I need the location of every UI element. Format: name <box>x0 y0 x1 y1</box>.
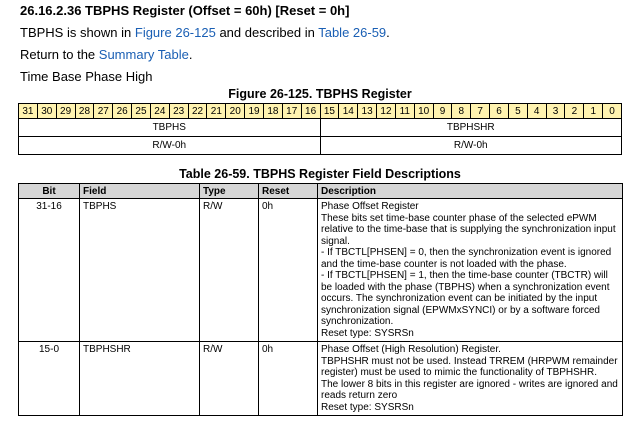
row-type: R/W <box>200 342 259 416</box>
figure-link[interactable]: Figure 26-125 <box>134 25 216 40</box>
table-title: Table 26-59. TBPHS Register Field Descriptions <box>179 167 461 181</box>
return-pre: Return to the <box>20 47 99 62</box>
row-description <box>318 199 623 342</box>
bit-cell: 14 <box>339 104 358 119</box>
bit-cell: 2 <box>565 104 584 119</box>
description-line: These bits set time-base counter phase of the selected ePWM relative to the time-base that is supplying the synchronization input signal. <box>321 212 616 247</box>
bit-cell: 11 <box>395 104 414 119</box>
bit-cell: 3 <box>546 104 565 119</box>
bit-cell: 17 <box>282 104 301 119</box>
description-line: Phase Offset (High Resolution) Register. <box>321 344 501 355</box>
row-reset: 0h <box>259 199 318 342</box>
header-description: Description <box>318 184 623 199</box>
table-header-row <box>19 184 623 199</box>
intro-mid: and described in <box>215 25 319 40</box>
bit-cell: 8 <box>452 104 471 119</box>
field-name-row <box>19 119 622 137</box>
bit-cell: 27 <box>94 104 113 119</box>
bit-cell: 0 <box>603 104 622 119</box>
bit-cell: 7 <box>471 104 490 119</box>
row-bit: 31-16 <box>19 199 80 342</box>
bit-cell: 6 <box>490 104 509 119</box>
bit-cell: 10 <box>414 104 433 119</box>
bit-cell: 22 <box>188 104 207 119</box>
bit-cell: 1 <box>584 104 603 119</box>
field-name-tbphs: TBPHS <box>19 119 321 137</box>
register-subtitle: Time Base Phase High <box>20 69 153 84</box>
summary-table-link[interactable]: Summary Table <box>98 47 189 62</box>
intro-text <box>20 25 390 40</box>
header-reset: Reset <box>259 184 318 199</box>
field-access-tbphshr: R/W-0h <box>320 137 622 155</box>
bit-cell: 18 <box>263 104 282 119</box>
row-field: TBPHS <box>80 199 200 342</box>
header-bit: Bit <box>19 184 80 199</box>
bit-cell: 12 <box>377 104 396 119</box>
field-access-row <box>19 137 622 155</box>
section-heading: 26.16.2.36 TBPHS Register (Offset = 60h) [Reset = 0h] <box>20 3 350 18</box>
description-line: Reset type: SYSRSn <box>321 327 414 339</box>
bit-cell: 26 <box>113 104 132 119</box>
description-line: Reset type: SYSRSn <box>321 401 414 413</box>
field-descriptions-table <box>18 183 623 416</box>
field-name-tbphshr: TBPHSHR <box>320 119 622 137</box>
bit-cell: 9 <box>433 104 452 119</box>
header-type: Type <box>200 184 259 199</box>
bit-cell: 31 <box>19 104 38 119</box>
row-type: R/W <box>200 199 259 342</box>
bit-cell: 25 <box>132 104 151 119</box>
figure-title: Figure 26-125. TBPHS Register <box>228 87 412 101</box>
table-link[interactable]: Table 26-59 <box>318 25 387 40</box>
row-description <box>318 342 623 416</box>
return-post: . <box>188 47 193 62</box>
row-bit: 15-0 <box>19 342 80 416</box>
row-reset: 0h <box>259 342 318 416</box>
bit-cell: 15 <box>320 104 339 119</box>
intro-post: . <box>386 25 390 40</box>
bit-cell: 24 <box>150 104 169 119</box>
description-line: - If TBCTL[PHSEN] = 0, then the synchronization event is ignored and the time-base counter is not loaded with the phase. <box>321 247 612 270</box>
description-line: Phase Offset Register <box>321 201 419 212</box>
bit-cell: 29 <box>56 104 75 119</box>
table-row <box>19 199 623 342</box>
bit-number-row <box>19 104 622 119</box>
bit-cell: 23 <box>169 104 188 119</box>
description-line: The lower 8 bits in this register are ignored - writes are ignored and reads return zero <box>321 378 618 401</box>
bit-cell: 16 <box>301 104 320 119</box>
row-field: TBPHSHR <box>80 342 200 416</box>
return-text <box>20 47 192 62</box>
bit-cell: 4 <box>527 104 546 119</box>
register-bit-diagram <box>18 103 622 155</box>
bit-cell: 13 <box>358 104 377 119</box>
bit-cell: 28 <box>75 104 94 119</box>
table-row <box>19 342 623 416</box>
header-field: Field <box>80 184 200 199</box>
bit-cell: 30 <box>37 104 56 119</box>
bit-cell: 21 <box>207 104 226 119</box>
description-line: TBPHSHR must not be used. Instead TRREM (HRPWM remainder register) must be used to mimic the functionality of TBPHSHR. <box>321 355 618 378</box>
description-line: - If TBCTL[PHSEN] = 1, then the time-base counter (TBCTR) will be loaded with the phase (TBPHS) when a synchronization event occurs. The synchronization event can be initiated by the input synchronization signal (EPWMxSYNCI) or by a software forced synchronization. <box>321 270 610 327</box>
bit-cell: 19 <box>245 104 264 119</box>
field-access-tbphs: R/W-0h <box>19 137 321 155</box>
intro-pre: TBPHS is shown in <box>20 25 135 40</box>
bit-cell: 20 <box>226 104 245 119</box>
bit-cell: 5 <box>508 104 527 119</box>
